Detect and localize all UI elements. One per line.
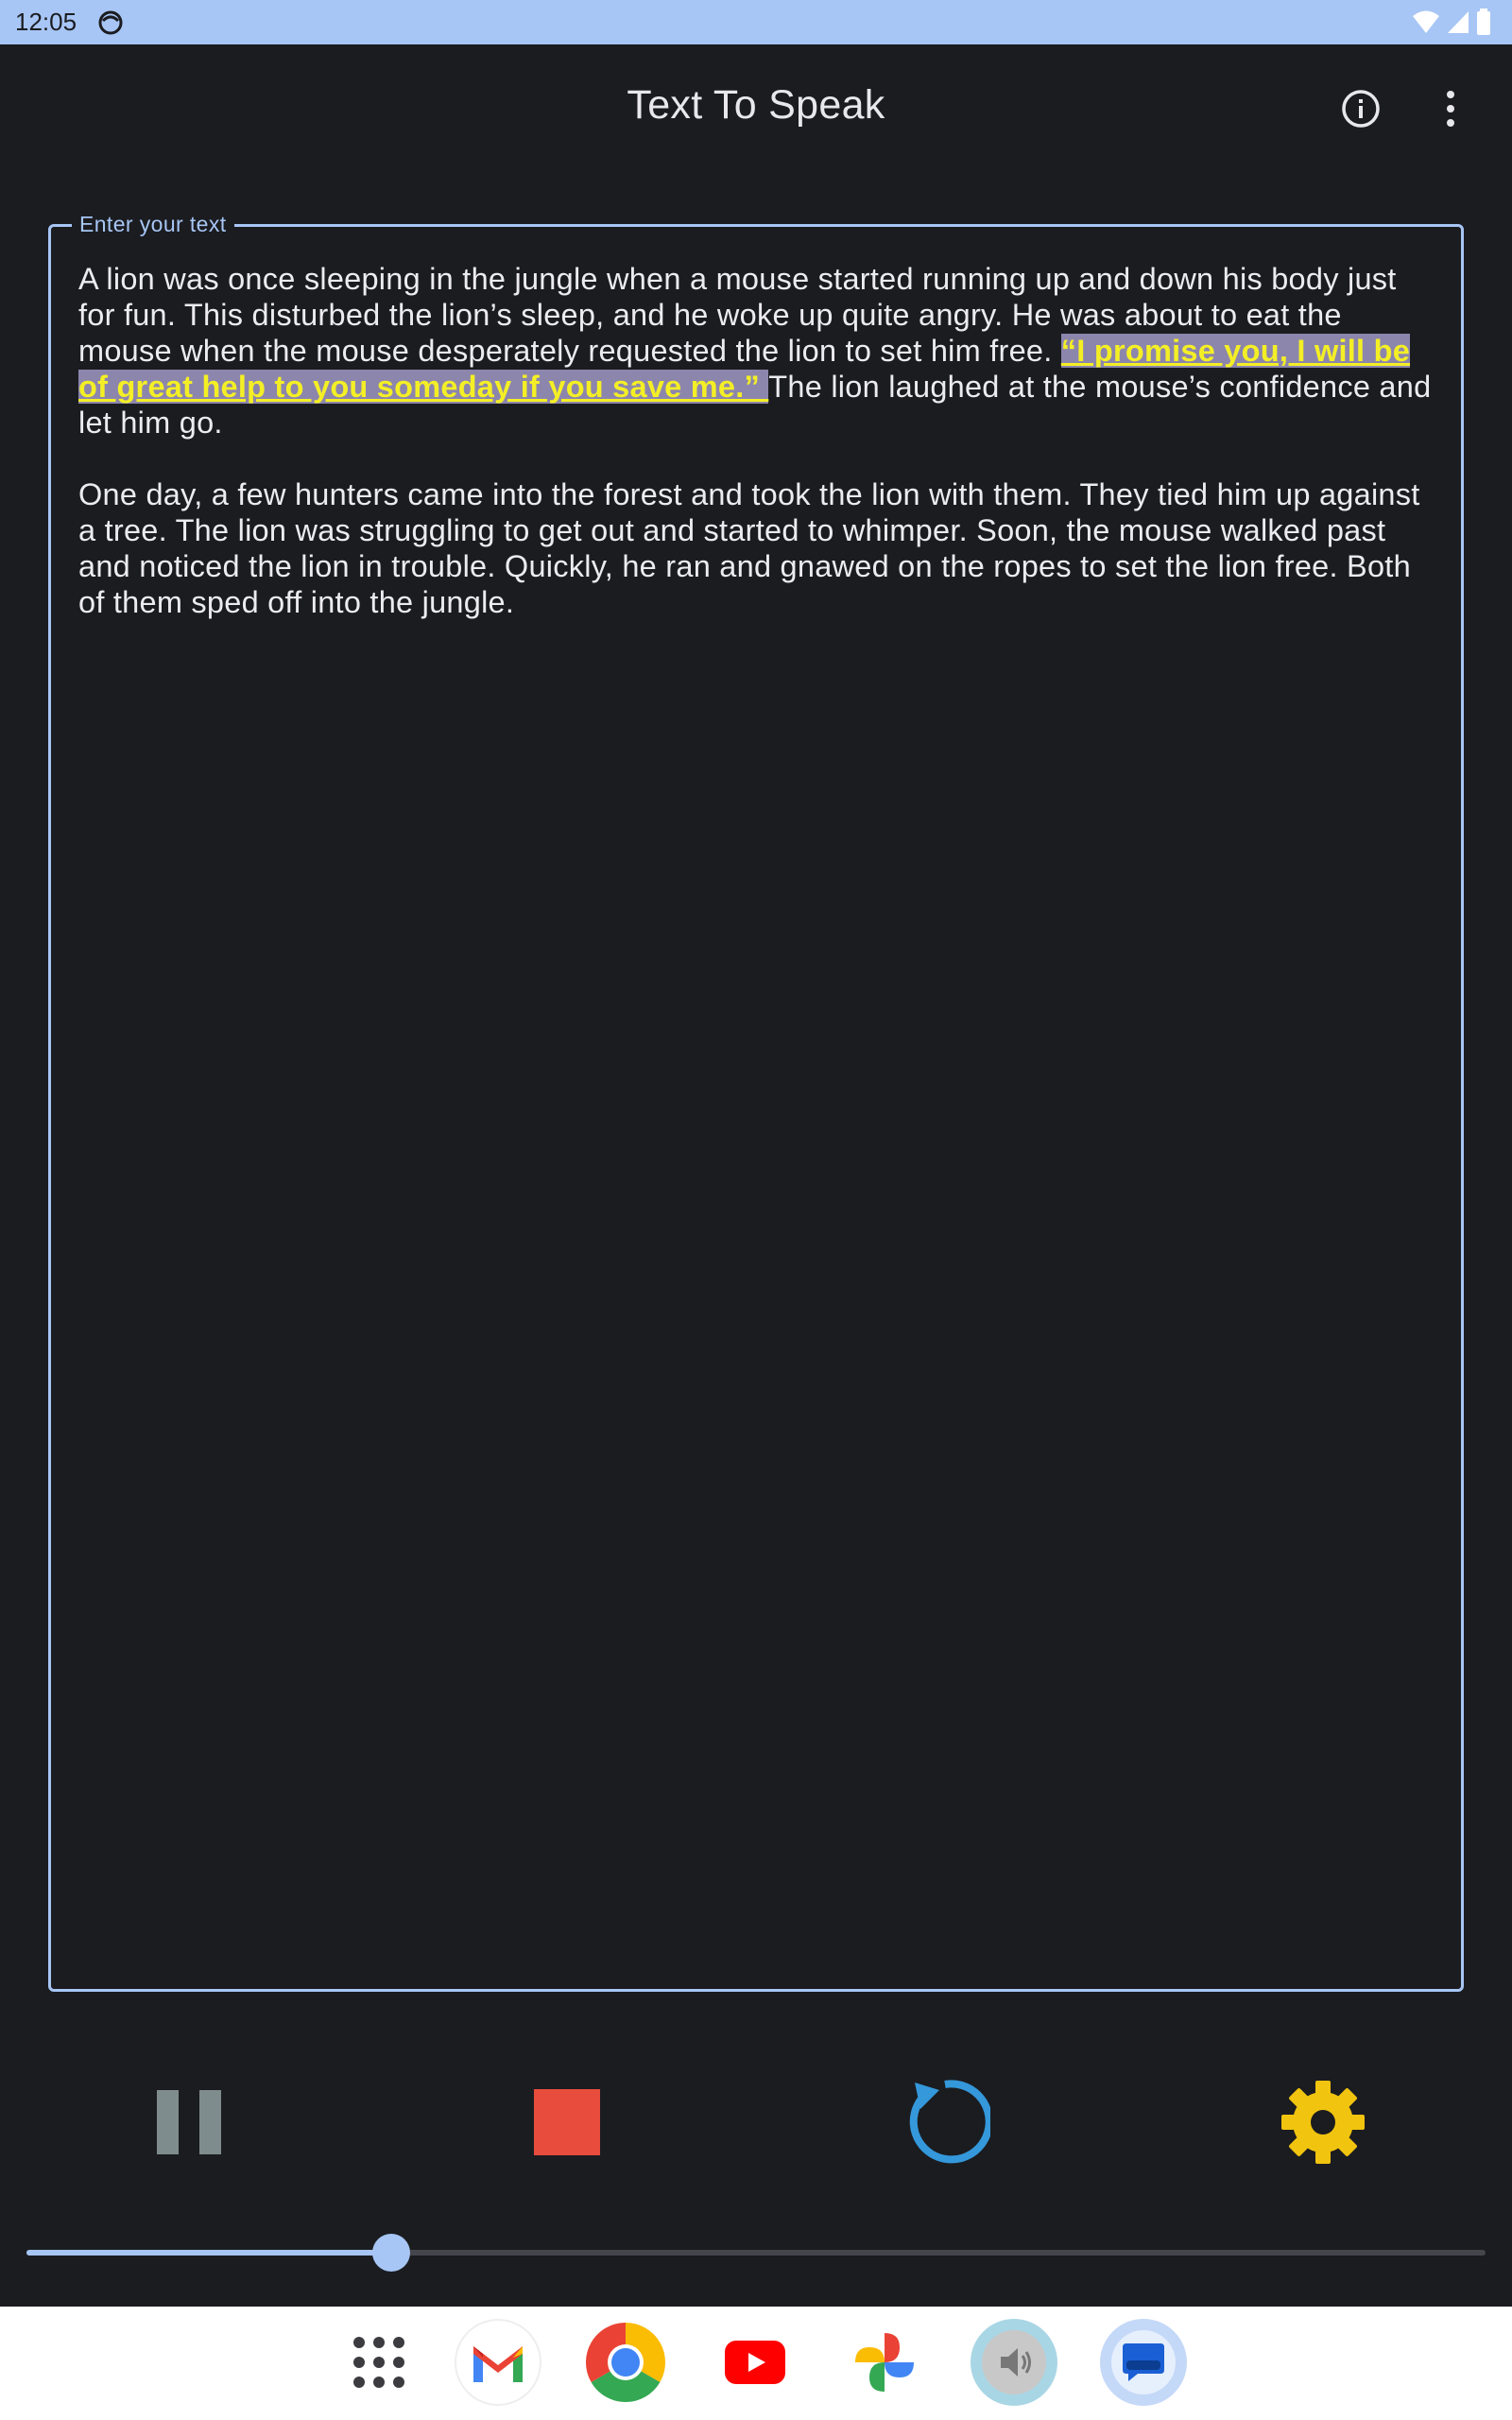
spoken-highlight: “I promise you, I will be of great help to you someday if you save me.” (78, 334, 1411, 404)
status-icons (1412, 9, 1491, 35)
tts-app[interactable] (971, 2319, 1057, 2406)
status-bar (0, 0, 1512, 44)
more-vert-icon (1445, 90, 1456, 128)
paragraph-2: One day, a few hunters came into the forest and took the lion with them. They tied him up against a tree. The lion was struggling to get out and started to whimper. Soon, the mouse walked past and noticed the lion in trouble. Quickly, he ran and gnawed on the ropes to set the lion free. Both of them sped off into the jungle. (78, 477, 1420, 619)
chrome-icon (584, 2321, 667, 2404)
youtube-app[interactable] (712, 2319, 799, 2406)
app-dock (0, 2307, 1512, 2420)
chrome-app[interactable] (582, 2319, 669, 2406)
all-apps-button[interactable] (335, 2319, 422, 2406)
settings-button[interactable] (1276, 2075, 1370, 2169)
info-icon (1340, 88, 1382, 130)
gmail-app[interactable] (455, 2319, 541, 2406)
info-button[interactable] (1334, 82, 1387, 135)
text-field-content[interactable] (78, 261, 1439, 656)
gmail-icon (470, 2341, 526, 2384)
notification-app-icon (97, 9, 124, 36)
pause-icon (155, 2088, 223, 2156)
messages-app[interactable] (1100, 2319, 1187, 2406)
stop-button[interactable] (520, 2075, 614, 2169)
app-title: Text To Speak (627, 82, 885, 128)
messages-icon (1104, 2323, 1183, 2402)
replay-button[interactable] (898, 2075, 992, 2169)
top-app-bar (0, 44, 1512, 172)
paragraph-1-text-after: The lion laughed at the mouse’s confidence and let him go. (78, 370, 1432, 440)
status-time: 12:05 (15, 8, 77, 36)
tts-app-icon (974, 2323, 1054, 2402)
playback-controls (0, 2075, 1512, 2169)
wifi-icon (1412, 9, 1440, 35)
paragraph-1 (78, 261, 1439, 441)
more-options-button[interactable] (1427, 82, 1474, 135)
text-input-field[interactable] (48, 212, 1464, 1992)
stop-icon (534, 2089, 600, 2155)
battery-icon (1476, 9, 1491, 35)
replay-icon (900, 2077, 990, 2168)
youtube-icon (725, 2341, 785, 2384)
paragraph-1-text: A lion was once sleeping in the jungle when a mouse started running up and down his body just for fun. This disturbed the lion’s sleep, and he woke up quite angry. He was about to eat the mouse when the mouse desperately requested the lion to set him free. (78, 262, 1397, 368)
pause-button[interactable] (142, 2075, 236, 2169)
speed-slider[interactable] (26, 2229, 1486, 2276)
signal-icon (1446, 9, 1470, 35)
apps-grid-icon (352, 2335, 406, 2390)
photos-app[interactable] (841, 2319, 928, 2406)
photos-icon (851, 2329, 918, 2395)
slider-active-track (26, 2250, 391, 2256)
slider-thumb[interactable] (372, 2234, 410, 2272)
settings-icon (1280, 2079, 1366, 2166)
text-field-label: Enter your text (72, 212, 234, 237)
